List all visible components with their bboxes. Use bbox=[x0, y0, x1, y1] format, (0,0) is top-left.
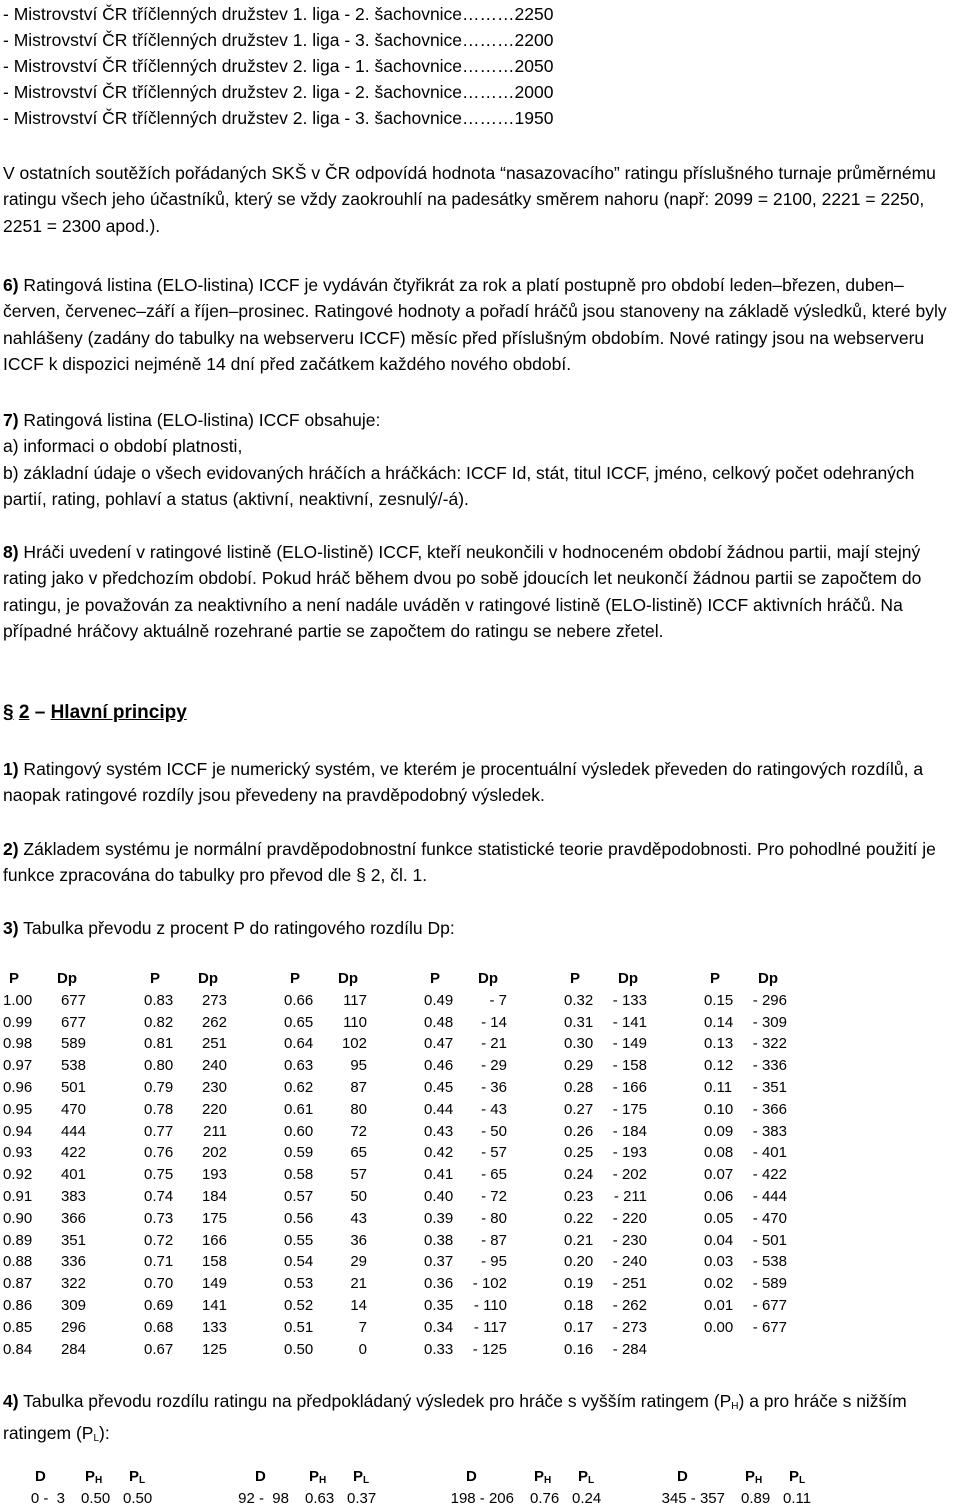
cell-dp: - 589 bbox=[752, 1275, 787, 1293]
list-item: b) základní údaje o všech evidovaných hráčích a hráčkách: ICCF Id, stát, titul ICCF, jméno, celkový počet odehraných partií, rating, pohlaví a status (aktivní, neaktivní, zesnulý/-á). bbox=[3, 462, 915, 509]
d-group bbox=[3, 1468, 203, 1508]
cell-dp: 383 bbox=[60, 1187, 86, 1205]
cell-p: 0.20 bbox=[564, 1253, 594, 1271]
cell-dp: - 175 bbox=[612, 1100, 647, 1118]
section-heading: § 2 – Hlavní principy bbox=[3, 702, 187, 723]
header-p: P bbox=[570, 970, 581, 987]
header-dp: Dp bbox=[198, 970, 218, 987]
cell-dp: 166 bbox=[201, 1231, 227, 1249]
cell-p: 0.73 bbox=[144, 1209, 174, 1227]
cell-dp: - 117 bbox=[473, 1318, 507, 1336]
p-to-dp-table bbox=[3, 968, 958, 1363]
cell-dp: - 102 bbox=[472, 1275, 507, 1293]
cell-dp: 125 bbox=[201, 1340, 227, 1358]
header-l-sub: L bbox=[139, 1475, 146, 1486]
header-h-sub: H bbox=[95, 1475, 103, 1486]
cell-p: 0.18 bbox=[564, 1296, 594, 1314]
cell-dp: 7 bbox=[358, 1318, 367, 1336]
cell-dp: 322 bbox=[60, 1275, 86, 1293]
cell-p: 0.10 bbox=[704, 1100, 734, 1118]
cell-p: 0.68 bbox=[144, 1318, 174, 1336]
header-pl bbox=[578, 1468, 594, 1486]
cell-dp: 175 bbox=[201, 1209, 227, 1227]
d-group bbox=[426, 1468, 626, 1508]
list-item: - Mistrovství ČR tříčlenných družstev 2. liga - 1. šachovnice………2050 bbox=[3, 56, 554, 76]
cell-p: 0.72 bbox=[144, 1231, 174, 1249]
header-p-letter: P bbox=[578, 1468, 589, 1485]
header-p-letter: P bbox=[353, 1468, 364, 1485]
cell-dp: - 383 bbox=[752, 1122, 787, 1140]
cell-p: 0.91 bbox=[3, 1187, 33, 1205]
cell-dp: - 240 bbox=[612, 1253, 647, 1271]
cell-p: 0.54 bbox=[284, 1253, 314, 1271]
cell-p: 1.00 bbox=[3, 991, 33, 1009]
cell-dp: 211 bbox=[203, 1122, 227, 1140]
cell-p: 0.78 bbox=[144, 1100, 174, 1118]
cell-p: 0.87 bbox=[3, 1275, 33, 1293]
paragraph-number: 8) bbox=[3, 542, 19, 562]
header-p: P bbox=[710, 970, 721, 987]
cell-p: 0.24 bbox=[564, 1166, 594, 1184]
cell-p: 0.74 bbox=[144, 1187, 174, 1205]
cell-p: 0.55 bbox=[284, 1231, 314, 1249]
cell-dp: 351 bbox=[60, 1231, 86, 1249]
cell-p: 0.85 bbox=[3, 1318, 33, 1336]
cell-dp: - 184 bbox=[612, 1122, 647, 1140]
paragraph-number: 6) bbox=[3, 275, 19, 295]
header-dp: Dp bbox=[338, 970, 358, 987]
cell-dp: - 72 bbox=[481, 1187, 507, 1205]
header-h-sub: H bbox=[544, 1475, 552, 1486]
paragraph-number: 3) bbox=[3, 918, 19, 938]
cell-p: 0.64 bbox=[284, 1035, 314, 1053]
cell-dp: - 50 bbox=[481, 1122, 507, 1140]
cell-dp: 501 bbox=[60, 1078, 86, 1096]
cell-dp: 366 bbox=[60, 1209, 86, 1227]
header-p-letter: P bbox=[789, 1468, 800, 1485]
cell-dp: 262 bbox=[201, 1013, 227, 1031]
cell-p: 0.57 bbox=[284, 1187, 314, 1205]
cell-p: 0.48 bbox=[424, 1013, 454, 1031]
paragraph-8: 8) Hráči uvedení v ratingové listině (ELO-listině) ICCF, kteří neukončili v hodnoceném období žádnou partii, mají stejný rating jako v předchozím období. Pokud hráč během dvou po sobě jdoucích let neukončí žádnou partii se započtem do ratingu, je považován za neaktivního a není nadále uváděn v ratingové listině (ELO-listině) ICCF aktivních hráčů. Na případné hráčovy aktuálně rozehrané partie se započtem do ratingu se nebere zřetel. bbox=[3, 542, 922, 641]
header-l-sub: L bbox=[363, 1475, 370, 1486]
cell-dp: 133 bbox=[201, 1318, 227, 1336]
paragraph-2-3: 3) Tabulka převodu z procent P do ratingového rozdílu Dp: bbox=[3, 918, 455, 938]
cell-p: 0.62 bbox=[284, 1078, 314, 1096]
cell-p: 0.27 bbox=[564, 1100, 594, 1118]
cell-dp: 29 bbox=[350, 1253, 367, 1271]
header-ph bbox=[534, 1468, 551, 1486]
cell-dp: - 677 bbox=[752, 1318, 787, 1336]
cell-dp: 72 bbox=[350, 1122, 367, 1140]
cell-p: 0.46 bbox=[424, 1057, 454, 1075]
cell-dp: 538 bbox=[60, 1057, 86, 1075]
cell-p: 0.47 bbox=[424, 1035, 454, 1053]
header-p: P bbox=[9, 970, 20, 987]
cell-p: 0.96 bbox=[3, 1078, 33, 1096]
cell-p: 0.12 bbox=[704, 1057, 734, 1075]
cell-dp: 102 bbox=[341, 1035, 367, 1053]
cell-dp: 80 bbox=[350, 1100, 367, 1118]
cell-dp: - 141 bbox=[612, 1013, 647, 1031]
header-ph bbox=[85, 1468, 102, 1486]
cell-p: 0.66 bbox=[284, 991, 314, 1009]
cell-dp: - 230 bbox=[612, 1231, 647, 1249]
header-d: D bbox=[35, 1468, 46, 1485]
header-p: P bbox=[290, 970, 301, 987]
cell-p: 0.37 bbox=[424, 1253, 454, 1271]
d-to-p-table bbox=[3, 1468, 958, 1508]
d-group bbox=[215, 1468, 415, 1508]
cell-dp: 422 bbox=[60, 1144, 86, 1162]
header-dp: Dp bbox=[57, 970, 77, 987]
header-p-letter: P bbox=[309, 1468, 320, 1485]
cell-dp: - 251 bbox=[612, 1275, 647, 1293]
cell-p: 0.40 bbox=[424, 1187, 454, 1205]
cell-dp: 309 bbox=[60, 1296, 86, 1314]
header-p-letter: P bbox=[129, 1468, 140, 1485]
cell-p: 0.14 bbox=[704, 1013, 734, 1031]
cell-p: 0.79 bbox=[144, 1078, 174, 1096]
cell-p: 0.16 bbox=[564, 1340, 594, 1358]
cell-p: 0.31 bbox=[564, 1013, 594, 1031]
cell-p: 0.01 bbox=[704, 1296, 734, 1314]
cell-p: 0.76 bbox=[144, 1144, 174, 1162]
cell-dp: 50 bbox=[350, 1187, 367, 1205]
cell-dp: - 351 bbox=[752, 1078, 787, 1096]
cell-dp: - 422 bbox=[752, 1166, 787, 1184]
cell-p: 0.11 bbox=[704, 1078, 733, 1096]
cell-p: 0.88 bbox=[3, 1253, 33, 1271]
cell-p: 0.30 bbox=[564, 1035, 594, 1053]
d-group bbox=[637, 1468, 837, 1508]
cell-p: 0.44 bbox=[424, 1100, 454, 1118]
cell-dp: - 202 bbox=[612, 1166, 647, 1184]
cell-d: 0 - 3 bbox=[30, 1490, 65, 1507]
cell-p: 0.29 bbox=[564, 1057, 594, 1075]
paragraph-2-2: 2) Základem systému je normální pravděpodobnostní funkce statistické teorie pravděpodobnosti. Pro pohodlné použití je funkce zpracována do tabulky pro převod dle § 2, čl. 1. bbox=[3, 839, 936, 886]
cell-p: 0.82 bbox=[144, 1013, 174, 1031]
cell-dp: - 262 bbox=[612, 1296, 647, 1314]
cell-p: 0.21 bbox=[564, 1231, 594, 1249]
cell-p: 0.77 bbox=[144, 1122, 174, 1140]
header-pl bbox=[129, 1468, 145, 1486]
cell-dp: 43 bbox=[350, 1209, 367, 1227]
cell-p: 0.59 bbox=[284, 1144, 314, 1162]
cell-dp: 677 bbox=[60, 991, 86, 1009]
cell-p: 0.69 bbox=[144, 1296, 174, 1314]
cell-dp: - 470 bbox=[752, 1209, 787, 1227]
paragraph-other-competitions: V ostatních soutěžích pořádaných SKŠ v ČR odpovídá hodnota “nasazovacího” ratingu příslušného turnaje průměrnému ratingu všech jeho účastníků, který se vždy zaokrouhlí na padesátky směrem nahoru (např: 2099 = 2100, 2221 = 2250, 2251 = 2300 apod.). bbox=[3, 163, 936, 236]
cell-dp: - 43 bbox=[481, 1100, 507, 1118]
cell-p: 0.33 bbox=[424, 1340, 454, 1358]
cell-dp: 273 bbox=[201, 991, 227, 1009]
cell-p: 0.97 bbox=[3, 1057, 33, 1075]
cell-p: 0.02 bbox=[704, 1275, 734, 1293]
cell-p: 0.45 bbox=[424, 1078, 454, 1096]
cell-p: 0.05 bbox=[704, 1209, 734, 1227]
cell-dp: - 211 bbox=[613, 1187, 647, 1205]
header-ph bbox=[309, 1468, 326, 1486]
cell-p: 0.43 bbox=[424, 1122, 454, 1140]
cell-dp: - 158 bbox=[612, 1057, 647, 1075]
cell-p: 0.61 bbox=[284, 1100, 314, 1118]
cell-dp: - 87 bbox=[481, 1231, 507, 1249]
cell-p: 0.65 bbox=[284, 1013, 314, 1031]
cell-pl: 0.37 bbox=[347, 1490, 377, 1507]
cell-p: 0.90 bbox=[3, 1209, 33, 1227]
cell-d: 345 - 357 bbox=[661, 1490, 725, 1507]
header-dp: Dp bbox=[618, 970, 638, 987]
paragraph-6: 6) Ratingová listina (ELO-listina) ICCF je vydáván čtyřikrát za rok a platí postupně pro období leden–březen, duben–červen, červenec–září a říjen–prosinec. Ratingové hodnoty a pořadí hráčů jsou stanoveny na základě výsledků, které byly nahlášeny (zadány do tabulky na webserveru ICCF) měsíc před příslušným obdobím. Nové ratingy jsou na webserveru ICCF k dispozici nejméně 14 dní před začátkem každého nového období. bbox=[3, 275, 947, 374]
cell-dp: 110 bbox=[343, 1013, 367, 1031]
cell-p: 0.35 bbox=[424, 1296, 454, 1314]
cell-dp: 36 bbox=[350, 1231, 367, 1249]
list-item: - Mistrovství ČR tříčlenných družstev 2. liga - 3. šachovnice………1950 bbox=[3, 108, 554, 128]
cell-dp: - 14 bbox=[481, 1013, 507, 1031]
cell-dp: - 309 bbox=[752, 1013, 787, 1031]
cell-p: 0.34 bbox=[424, 1318, 454, 1336]
cell-dp: - 65 bbox=[481, 1166, 507, 1184]
cell-d: 92 - 98 bbox=[238, 1490, 289, 1507]
paragraph-number: 7) bbox=[3, 410, 19, 430]
paragraph-number: 4) bbox=[3, 1391, 19, 1411]
cell-dp: - 501 bbox=[752, 1231, 787, 1249]
paragraph-2-1: 1) Ratingový systém ICCF je numerický systém, ve kterém je procentuální výsledek převeden do ratingových rozdílů, a naopak ratingové rozdíly jsou převedeny na pravděpodobný výsledek. bbox=[3, 759, 924, 806]
paragraph-7: 7) Ratingová listina (ELO-listina) ICCF obsahuje: a) informaci o období platnosti, b) základní údaje o všech evidovaných hráčích a hráčkách: ICCF Id, stát, titul ICCF, jméno, celkový počet odehraných partií, rating, pohlaví a status (aktivní, neaktivní, zesnulý/-á). bbox=[3, 407, 958, 512]
cell-p: 0.70 bbox=[144, 1275, 174, 1293]
cell-dp: 401 bbox=[60, 1166, 86, 1184]
cell-dp: - 193 bbox=[612, 1144, 647, 1162]
cell-p: 0.94 bbox=[3, 1122, 33, 1140]
cell-dp: 251 bbox=[201, 1035, 227, 1053]
cell-dp: 336 bbox=[60, 1253, 86, 1271]
cell-p: 0.28 bbox=[564, 1078, 594, 1096]
cell-ph: 0.50 bbox=[81, 1490, 111, 1507]
cell-p: 0.13 bbox=[704, 1035, 734, 1053]
cell-p: 0.89 bbox=[3, 1231, 33, 1249]
cell-dp: - 538 bbox=[752, 1253, 787, 1271]
list-item: - Mistrovství ČR tříčlenných družstev 1. liga - 2. šachovnice………2250 bbox=[3, 4, 554, 24]
cell-p: 0.92 bbox=[3, 1166, 33, 1184]
cell-dp: - 296 bbox=[752, 991, 787, 1009]
cell-p: 0.58 bbox=[284, 1166, 314, 1184]
cell-dp: 117 bbox=[343, 991, 367, 1009]
cell-p: 0.99 bbox=[3, 1013, 33, 1031]
cell-p: 0.98 bbox=[3, 1035, 33, 1053]
cell-p: 0.83 bbox=[144, 991, 174, 1009]
cell-p: 0.75 bbox=[144, 1166, 174, 1184]
cell-p: 0.23 bbox=[564, 1187, 594, 1205]
cell-p: 0.84 bbox=[3, 1340, 33, 1358]
cell-dp: 202 bbox=[201, 1144, 227, 1162]
cell-p: 0.51 bbox=[284, 1318, 314, 1336]
cell-dp: 0 bbox=[358, 1340, 367, 1358]
cell-p: 0.00 bbox=[704, 1318, 734, 1336]
cell-p: 0.71 bbox=[144, 1253, 174, 1271]
cell-dp: 158 bbox=[201, 1253, 227, 1271]
cell-p: 0.17 bbox=[564, 1318, 594, 1336]
cell-ph: 0.89 bbox=[741, 1490, 771, 1507]
cell-p: 0.26 bbox=[564, 1122, 594, 1140]
cell-dp: 95 bbox=[350, 1057, 367, 1075]
paragraph-number: 2) bbox=[3, 839, 19, 859]
paragraph-2-4: 4) Tabulka převodu rozdílu ratingu na předpokládaný výsledek pro hráče s vyšším ratingem $(P_H)$ a pro hráče s nižším ratingem $(P_L)$: bbox=[3, 1391, 907, 1445]
cell-dp: 21 bbox=[350, 1275, 367, 1293]
cell-p: 0.60 bbox=[284, 1122, 314, 1140]
cell-dp: - 366 bbox=[752, 1100, 787, 1118]
header-p: P bbox=[150, 970, 161, 987]
cell-p: 0.03 bbox=[704, 1253, 734, 1271]
cell-pl: 0.50 bbox=[123, 1490, 153, 1507]
header-d: D bbox=[255, 1468, 266, 1485]
cell-p: 0.53 bbox=[284, 1275, 314, 1293]
cell-dp: - 57 bbox=[481, 1144, 507, 1162]
cell-dp: - 166 bbox=[612, 1078, 647, 1096]
cell-dp: 141 bbox=[201, 1296, 227, 1314]
cell-dp: 220 bbox=[201, 1100, 227, 1118]
cell-p: 0.56 bbox=[284, 1209, 314, 1227]
list-item: - Mistrovství ČR tříčlenných družstev 2. liga - 2. šachovnice………2000 bbox=[3, 82, 554, 102]
cell-dp: - 284 bbox=[612, 1340, 647, 1358]
cell-dp: - 273 bbox=[612, 1318, 647, 1336]
cell-dp: 240 bbox=[201, 1057, 227, 1075]
cell-dp: 284 bbox=[60, 1340, 86, 1358]
cell-dp: - 80 bbox=[481, 1209, 507, 1227]
header-d: D bbox=[677, 1468, 688, 1485]
cell-p: 0.07 bbox=[704, 1166, 734, 1184]
cell-p: 0.41 bbox=[424, 1166, 454, 1184]
cell-dp: 149 bbox=[201, 1275, 227, 1293]
cell-dp: 87 bbox=[350, 1078, 367, 1096]
cell-dp: 230 bbox=[201, 1078, 227, 1096]
cell-p: 0.42 bbox=[424, 1144, 454, 1162]
cell-dp: 677 bbox=[60, 1013, 86, 1031]
header-pl bbox=[353, 1468, 369, 1486]
cell-p: 0.32 bbox=[564, 991, 594, 1009]
cell-dp: 65 bbox=[350, 1144, 367, 1162]
cell-ph: 0.76 bbox=[530, 1490, 560, 1507]
header-d: D bbox=[466, 1468, 477, 1485]
cell-ph: 0.63 bbox=[305, 1490, 335, 1507]
cell-d: 198 - 206 bbox=[450, 1490, 514, 1507]
cell-pl: 0.24 bbox=[572, 1490, 602, 1507]
cell-dp: - 36 bbox=[481, 1078, 507, 1096]
header-pl bbox=[789, 1468, 805, 1486]
cell-p: 0.09 bbox=[704, 1122, 734, 1140]
header-h-sub: H bbox=[319, 1475, 327, 1486]
cell-p: 0.93 bbox=[3, 1144, 33, 1162]
header-p-letter: P bbox=[85, 1468, 96, 1485]
cell-p: 0.04 bbox=[704, 1231, 734, 1249]
cell-p: 0.22 bbox=[564, 1209, 594, 1227]
header-ph bbox=[745, 1468, 762, 1486]
cell-p: 0.63 bbox=[284, 1057, 314, 1075]
header-dp: Dp bbox=[478, 970, 498, 987]
cell-p: 0.80 bbox=[144, 1057, 174, 1075]
cell-p: 0.50 bbox=[284, 1340, 314, 1358]
cell-dp: - 677 bbox=[752, 1296, 787, 1314]
header-l-sub: L bbox=[588, 1475, 595, 1486]
cell-dp: - 444 bbox=[752, 1187, 787, 1205]
list-item: a) informaci o období platnosti, bbox=[3, 436, 243, 457]
cell-dp: - 322 bbox=[752, 1035, 787, 1053]
cell-p: 0.08 bbox=[704, 1144, 734, 1162]
cell-p: 0.81 bbox=[144, 1035, 174, 1053]
cell-dp: - 149 bbox=[612, 1035, 647, 1053]
cell-p: 0.36 bbox=[424, 1275, 454, 1293]
cell-p: 0.25 bbox=[564, 1144, 594, 1162]
cell-dp: 193 bbox=[201, 1166, 227, 1184]
cell-dp: - 110 bbox=[473, 1296, 507, 1314]
cell-p: 0.95 bbox=[3, 1100, 33, 1118]
header-h-sub: H bbox=[755, 1475, 763, 1486]
cell-dp: 589 bbox=[60, 1035, 86, 1053]
cell-p: 0.06 bbox=[704, 1187, 734, 1205]
cell-dp: - 95 bbox=[481, 1253, 507, 1271]
cell-dp: 470 bbox=[60, 1100, 86, 1118]
cell-dp: - 401 bbox=[752, 1144, 787, 1162]
list-item: - Mistrovství ČR tříčlenných družstev 1. liga - 3. šachovnice………2200 bbox=[3, 30, 554, 50]
header-p: P bbox=[430, 970, 441, 987]
cell-p: 0.52 bbox=[284, 1296, 314, 1314]
cell-dp: - 336 bbox=[752, 1057, 787, 1075]
cell-dp: - 29 bbox=[481, 1057, 507, 1075]
paragraph-number: 1) bbox=[3, 759, 19, 779]
cell-dp: 296 bbox=[60, 1318, 86, 1336]
cell-dp: 14 bbox=[350, 1296, 367, 1314]
cell-dp: - 21 bbox=[481, 1035, 507, 1053]
cell-pl: 0.11 bbox=[783, 1490, 812, 1507]
cell-p: 0.86 bbox=[3, 1296, 33, 1314]
cell-dp: - 133 bbox=[612, 991, 647, 1009]
cell-dp: - 220 bbox=[612, 1209, 647, 1227]
cell-dp: - 125 bbox=[472, 1340, 507, 1358]
cell-p: 0.38 bbox=[424, 1231, 454, 1249]
cell-dp: 444 bbox=[60, 1122, 86, 1140]
cell-dp: 57 bbox=[350, 1166, 367, 1184]
cell-p: 0.39 bbox=[424, 1209, 454, 1227]
header-l-sub: L bbox=[799, 1475, 806, 1486]
cell-p: 0.67 bbox=[144, 1340, 174, 1358]
cell-p: 0.19 bbox=[564, 1275, 594, 1293]
cell-dp: 184 bbox=[201, 1187, 227, 1205]
header-dp: Dp bbox=[758, 970, 778, 987]
cell-p: 0.15 bbox=[704, 991, 734, 1009]
header-p-letter: P bbox=[745, 1468, 756, 1485]
cell-p: 0.49 bbox=[424, 991, 454, 1009]
cell-dp: - 7 bbox=[489, 991, 507, 1009]
header-p-letter: P bbox=[534, 1468, 545, 1485]
